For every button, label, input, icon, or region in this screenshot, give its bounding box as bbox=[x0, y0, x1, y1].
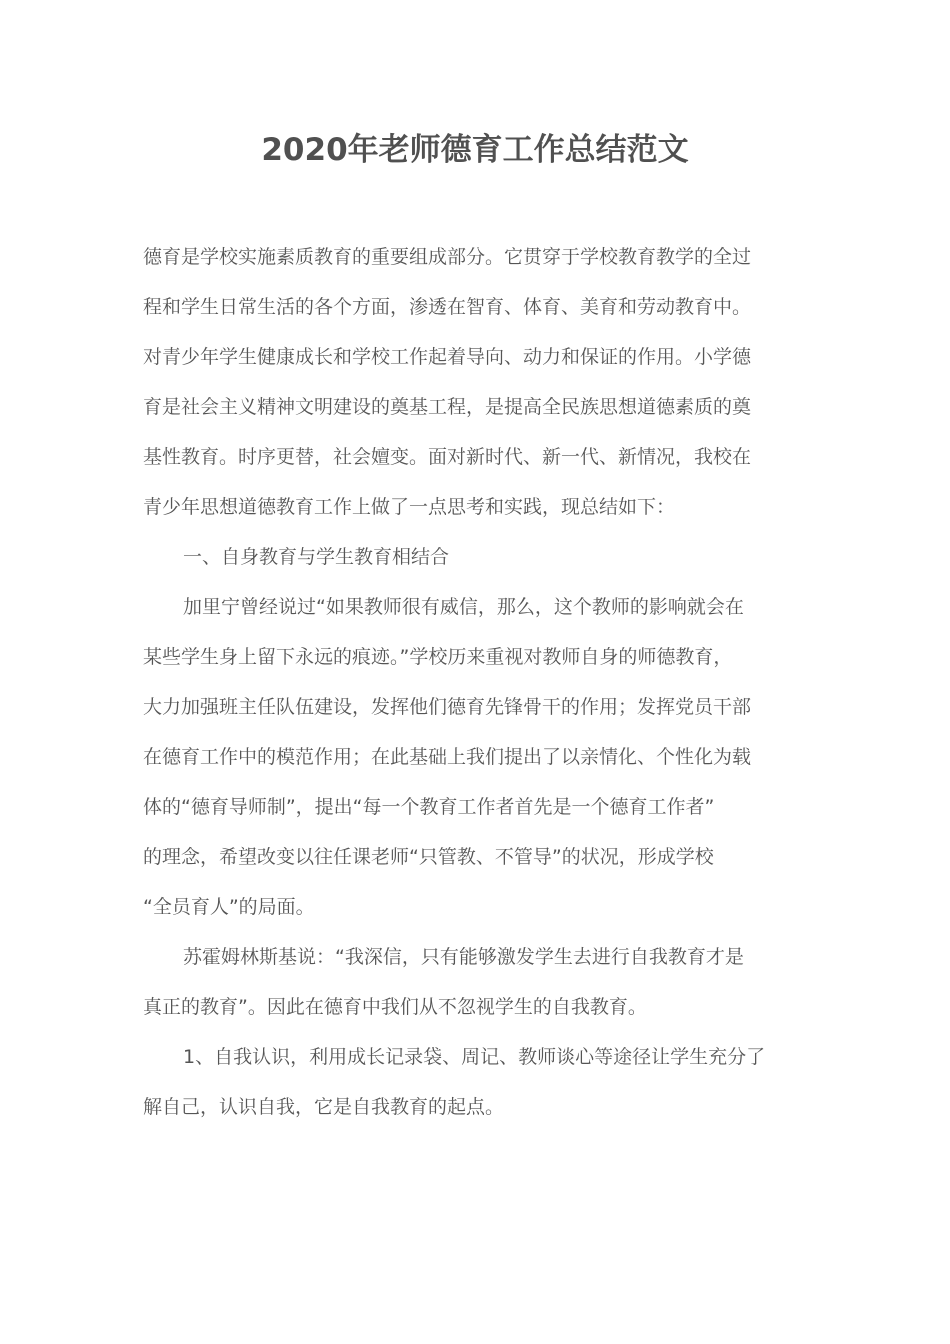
paragraph-line: 苏霍姆林斯基说：“我深信，只有能够激发学生去进行自我教育才是 bbox=[183, 946, 744, 968]
paragraph-line: 在德育工作中的模范作用；在此基础上我们提出了以亲情化、个性化为载 bbox=[143, 746, 752, 768]
paragraph-line: 育是社会主义精神文明建设的奠基工程，是提高全民族思想道德素质的奠 bbox=[143, 396, 752, 418]
paragraph-line: 解自己，认识自我，它是自我教育的起点。 bbox=[143, 1096, 505, 1118]
list-item: 1、自我认识，利用成长记录袋、周记、教师谈心等途径让学生充分了 bbox=[183, 1046, 766, 1068]
paragraph-line: 德育是学校实施素质教育的重要组成部分。它贯穿于学校教育教学的全过 bbox=[143, 246, 752, 268]
document-body bbox=[143, 232, 811, 1132]
paragraph-line: 青少年思想道德教育工作上做了一点思考和实践，现总结如下： bbox=[143, 496, 676, 518]
paragraph-line: 体的“德育导师制”，提出“每一个教育工作者首先是一个德育工作者” bbox=[143, 796, 715, 818]
paragraph-line: 大力加强班主任队伍建设，发挥他们德育先锋骨干的作用；发挥党员干部 bbox=[143, 696, 752, 718]
paragraph-line: 真正的教育”。因此在德育中我们从不忽视学生的自我教育。 bbox=[143, 996, 647, 1018]
paragraph-line: “全员育人”的局面。 bbox=[143, 896, 315, 918]
paragraph-line: 某些学生身上留下永远的痕迹。”学校历来重视对教师自身的师德教育， bbox=[143, 646, 733, 668]
document-title: 2020年老师德育工作总结范文 bbox=[261, 132, 689, 168]
paragraph-line: 对青少年学生健康成长和学校工作起着导向、动力和保证的作用。小学德 bbox=[143, 346, 752, 368]
paragraph-line: 的理念，希望改变以往任课老师“只管教、不管导”的状况，形成学校 bbox=[143, 846, 714, 868]
paragraph-line: 基性教育。时序更替，社会嬗变。面对新时代、新一代、新情况，我校在 bbox=[143, 446, 752, 468]
paragraph-line: 加里宁曾经说过“如果教师很有威信，那么，这个教师的影响就会在 bbox=[183, 596, 744, 618]
section-heading: 一、自身教育与学生教育相结合 bbox=[183, 546, 450, 568]
paragraph-line: 程和学生日常生活的各个方面，渗透在智育、体育、美育和劳动教育中。 bbox=[143, 296, 752, 318]
